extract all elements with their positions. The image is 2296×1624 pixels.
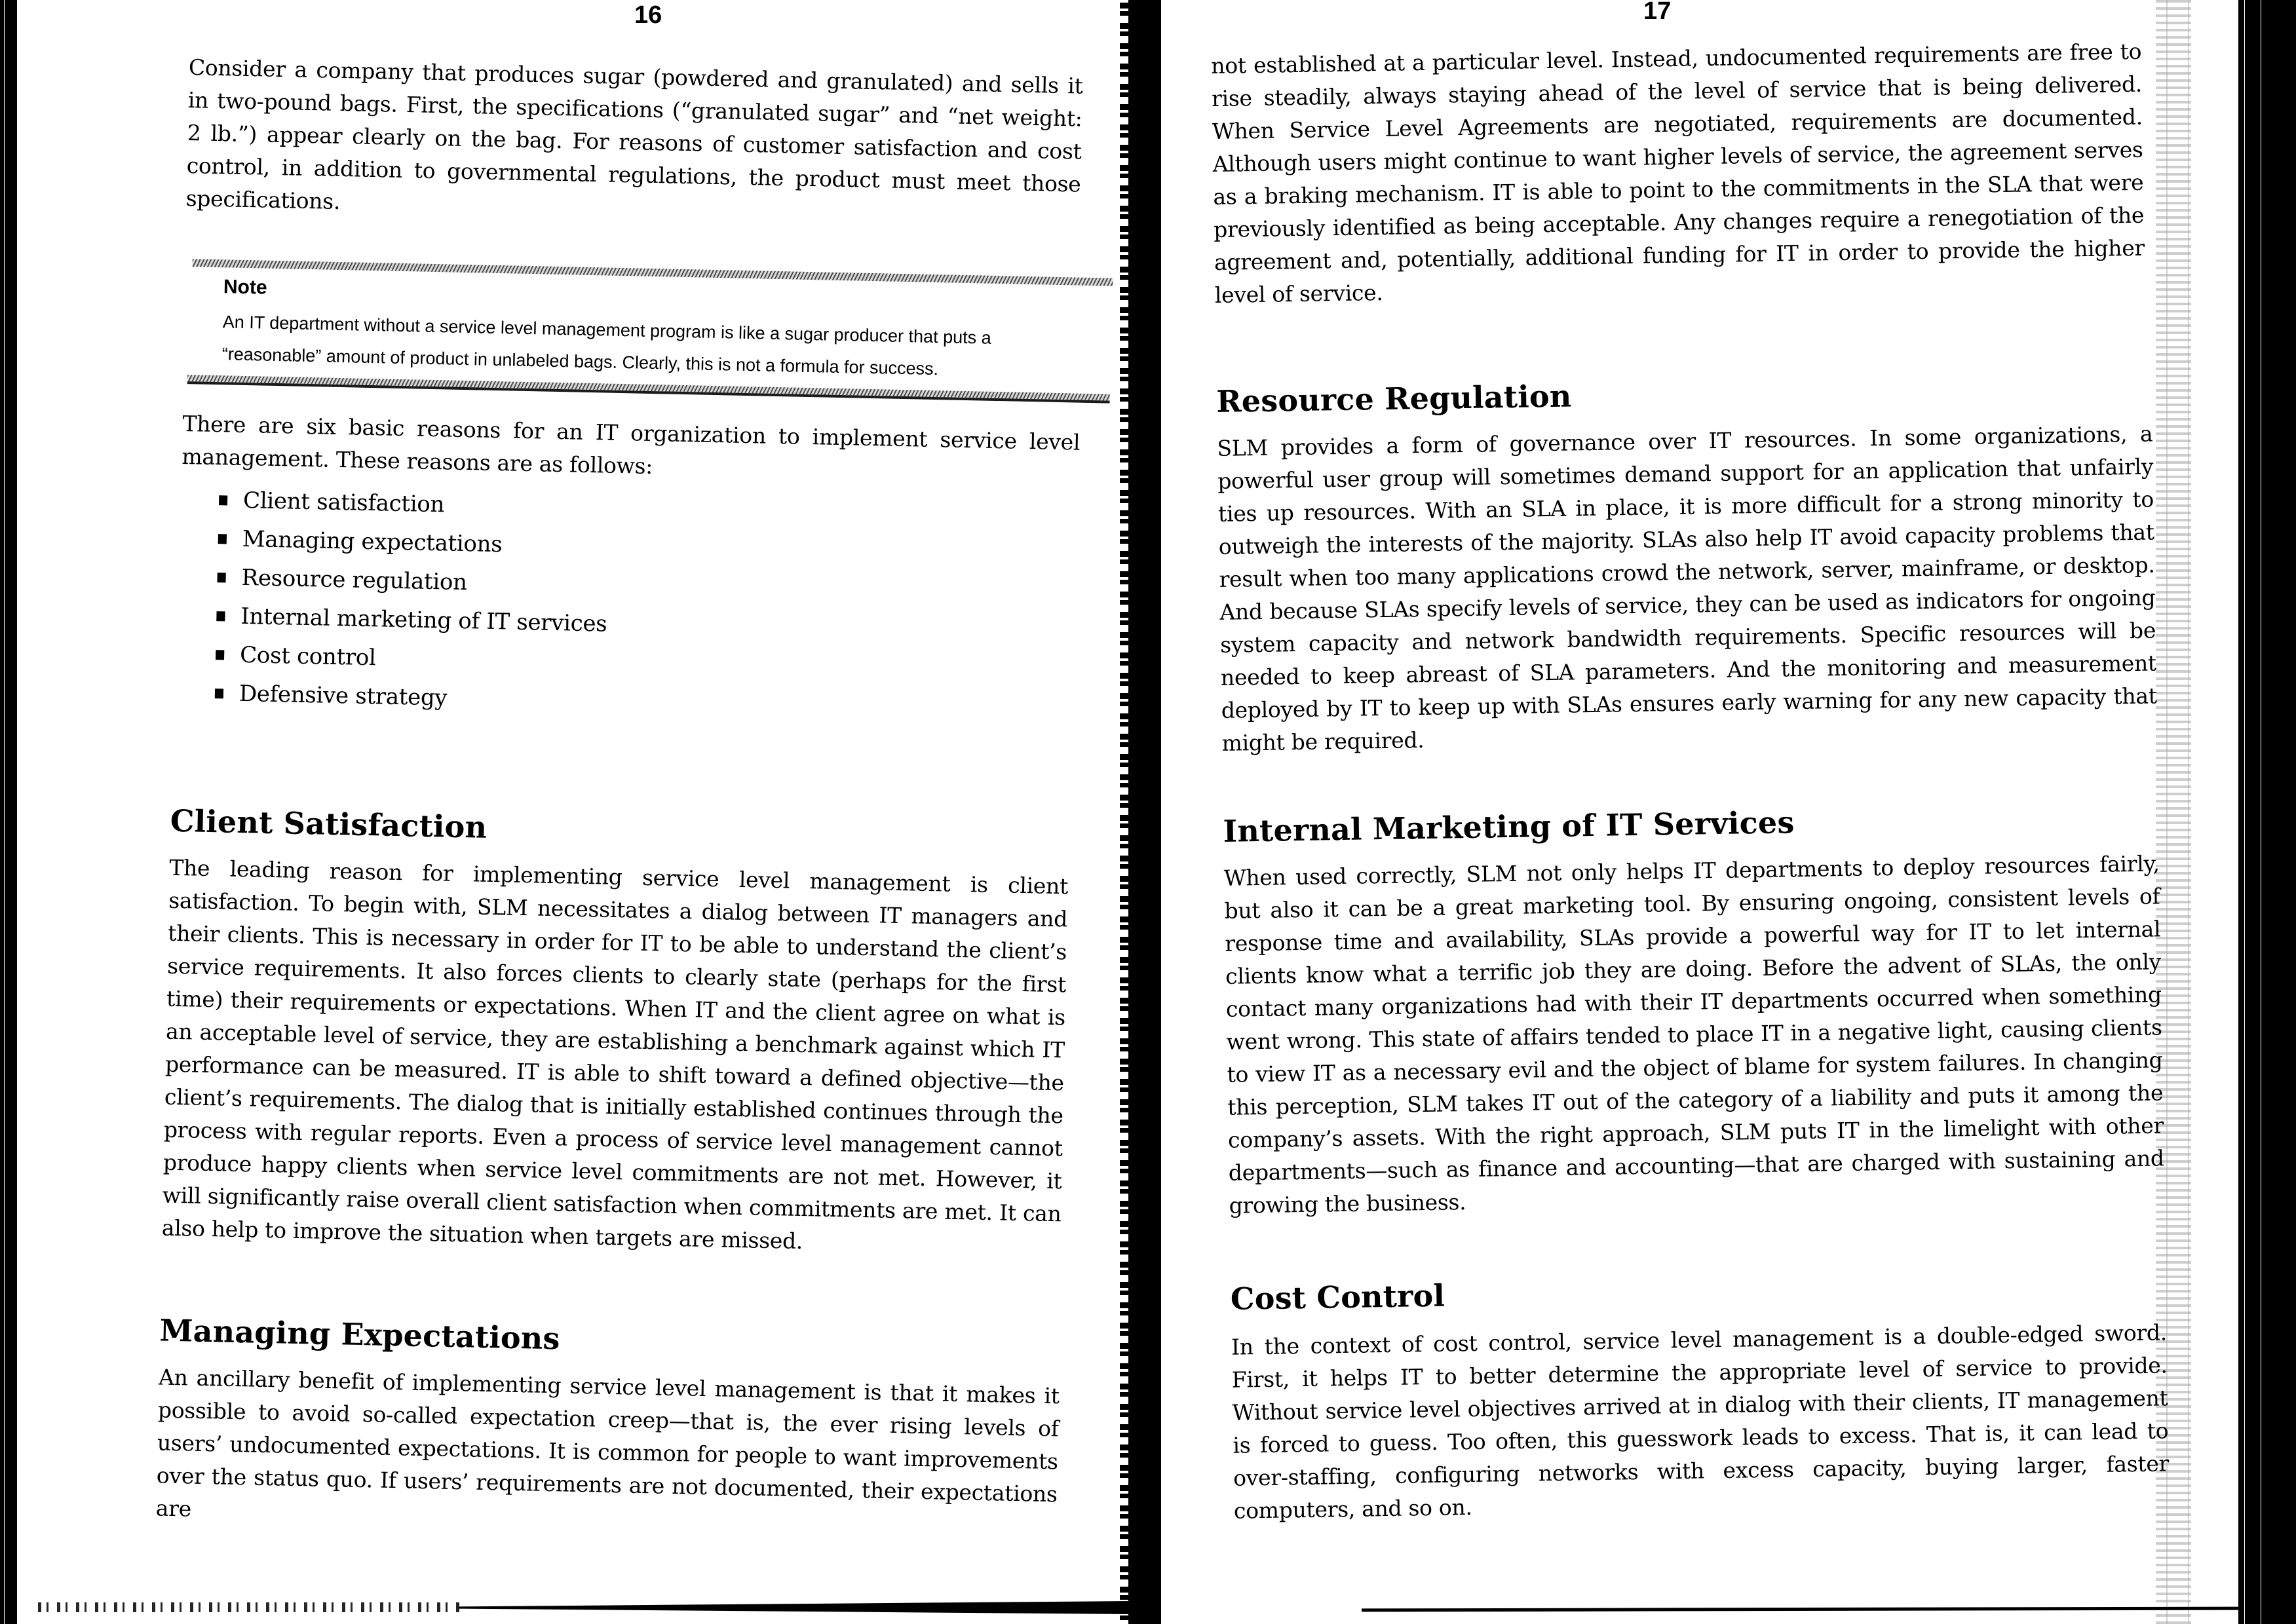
- scan-gutter-band: [1128, 0, 1161, 1624]
- list-item-label: Defensive strategy: [239, 680, 448, 711]
- section-body-client-satisfaction: The leading reason for implementing service level management is client satisfaction. To begin with, SLM necessitates a dialog between IT managers and their clients. This is necessary in order for IT to be able to understand the client’s service requirements. It also forces clients to clearly state (perhaps for the first time) their requirements or expectations. When IT and the client agree on what is an acceptable level of service, they are establishing a benchmark against which IT performance can be measured. IT is able to shift toward a defined objective—the client’s requirements. The dialog that is initially established continues through the process with regular reports. Even a process of service level management cannot produce happy clients when service level commitments are not met. However, it will significantly raise overall client satisfaction when commitments are met. It can also help to improve the situation when targets are missed.: [161, 854, 1069, 1255]
- section-body-cost-control: In the context of cost control, service level management is a double-edged sword. First, it helps IT to better determine the appropriate level of service to provide. Without service level objectives arrived at in dialog with their clients, IT management is forced to guess. Too often, this guesswork leads to excess. That is, it can lead to over-staffing, configuring networks with excess capacity, buying larger, faster computers, and so on.: [1231, 1319, 2170, 1524]
- page-number-right: 17: [1643, 0, 1672, 25]
- left-intro-paragraph: Consider a company that produces sugar (powdered and granulated) and sells it in two-pound bags. First, the specifications (“granulated sugar” and “net weight: 2 lb.”) appear clearly on the bag. For reasons of customer satisfaction and cost control, in addition to governmental regulations, the product must meet those specifications.: [185, 54, 1084, 214]
- reasons-intro-paragraph: There are six basic reasons for an IT organization to implement service level management. These reasons are as follows:: [182, 410, 1081, 480]
- section-heading-managing-expectations: Managing Expectations: [159, 1312, 561, 1357]
- section-body-internal-marketing: When used correctly, SLM not only helps IT departments to deploy resources fairly, but also it can be a great marketing tool. By ensuring ongoing, consistent levels of response time and availability, SLAs provide a powerful way for IT to let internal clients know what a terrific job they are doing. Before the advent of SLAs, the only contact many organizations had with their IT departments occurred when something went wrong. This state of affairs tended to place IT in a negative light, causing clients to view IT as a necessary evil and the object of blame for system failures. In changing this perception, SLM takes IT out of the category of a liability and puts it among the company’s assets. With the right approach, SLM puts IT in the limelight with other departments—such as finance and accounting—that are charged with sustaining and growing the business.: [1223, 850, 2164, 1218]
- page-number-left: 16: [634, 1, 662, 29]
- section-heading-client-satisfaction: Client Satisfaction: [170, 803, 488, 845]
- section-heading-resource-regulation: Resource Regulation: [1215, 378, 1572, 419]
- list-item-label: Cost control: [239, 641, 377, 671]
- list-item-label: Managing expectations: [242, 525, 503, 558]
- note-body: An IT department without a service level management program is like a sugar producer that puts a “reasonable” amount of product in unlabeled bags. Clearly, this is not a formula for success.: [221, 312, 991, 379]
- scan-edge-left: [0, 0, 17, 1624]
- list-item-label: Resource regulation: [241, 564, 468, 596]
- list-item-label: Client satisfaction: [242, 487, 445, 518]
- right-continuation-paragraph: not established at a particular level. Instead, undocumented requirements are free to rise steadily, always staying ahead of the level of service that is being delivered. When Service Level Agreements are negotiated, requirements are documented. Although users might continue to want higher levels of service, the agreement serves as a braking mechanism. IT is able to point to the commitments in the SLA that were previously identified as being acceptable. Any changes require a renegotiation of the agreement and, potentially, additional funding for IT in order to provide the higher level of service.: [1211, 38, 2145, 308]
- list-item-label: Internal marketing of IT services: [240, 603, 607, 637]
- scan-noise-bottom-left: [38, 1602, 464, 1612]
- section-body-managing-expectations: An ancillary benefit of implementing service level management is that it makes it possible to avoid so-called expectation creep—that is, the ever rising levels of users’ undocumented expectations. It is common for people to want improvements over the status quo. If users’ requirements are not documented, their expectations are: [155, 1364, 1060, 1522]
- section-heading-cost-control: Cost Control: [1230, 1277, 1445, 1317]
- section-heading-internal-marketing: Internal Marketing of IT Services: [1223, 804, 1795, 849]
- section-body-resource-regulation: SLM provides a form of governance over IT resources. In some organizations, a powerful user group will sometimes demand support for an application that unfairly ties up resources. With an SLA in place, it is more difficult for a strong minority to outweigh the interests of the majority. SLAs also help IT avoid capacity problems that result when too many applications crowd the network, server, mainframe, or desktop. And because SLAs specify levels of service, they can be used as indicators for ongoing system capacity and network bandwidth requirements. Specific resources will be needed to keep abreast of SLA parameters. And the monitoring and measurement deployed by IT to keep up with SLAs ensures early warning for any new capacity that might be required.: [1217, 421, 2157, 756]
- scan-edge-right: [2238, 0, 2296, 1624]
- scan-speckle-right: [2156, 0, 2191, 1624]
- note-label: Note: [223, 276, 267, 299]
